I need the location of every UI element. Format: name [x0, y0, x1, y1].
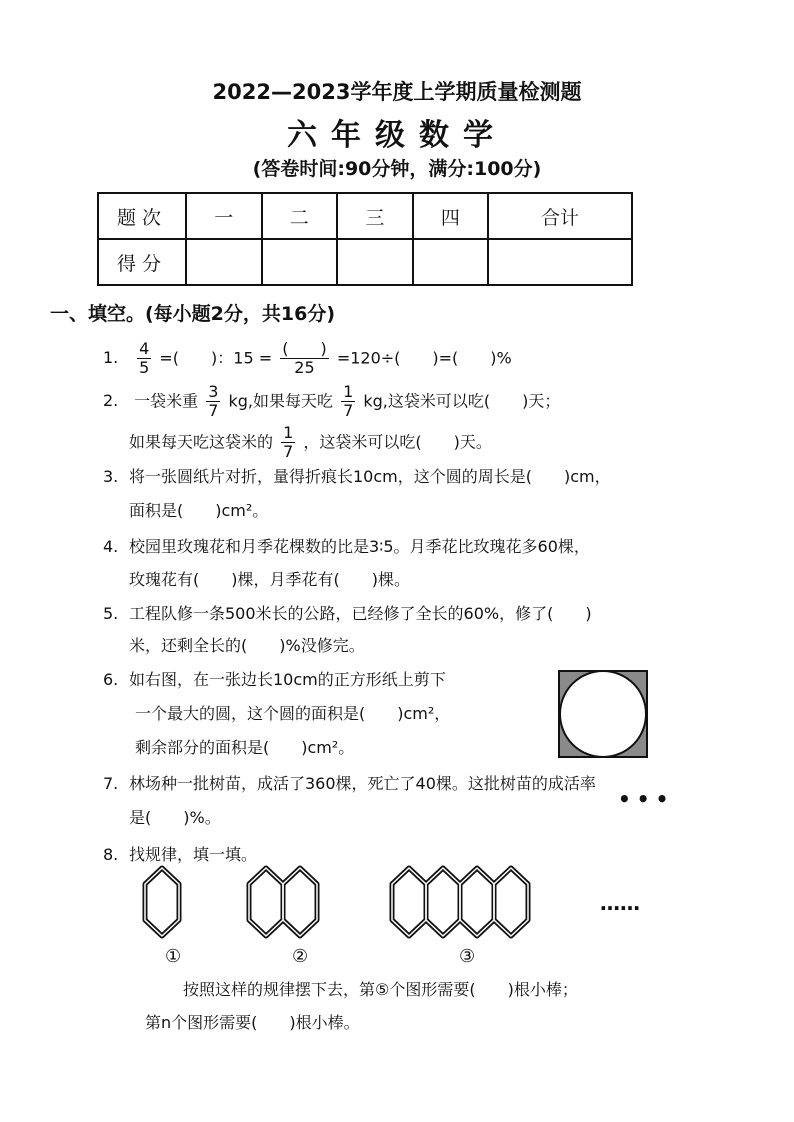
question-text: kg,如果每天吃 [228, 391, 333, 411]
score-input-total[interactable] [488, 239, 632, 285]
question-number: 7. [103, 774, 119, 793]
score-cell-section-2: 二 [262, 193, 338, 239]
question-number: 2. [103, 391, 119, 411]
question-text: 一袋米重 [134, 391, 199, 411]
score-table-score-row [98, 239, 632, 285]
question-6 [103, 670, 446, 690]
question-text: kg,这袋米可以吃( )天； [363, 391, 561, 411]
hexagon-pattern-figure [120, 862, 680, 944]
question-number: 5. [103, 604, 119, 623]
question-text: 找规律，填一填。 [129, 845, 258, 864]
question-number: 6. [103, 670, 119, 689]
fraction: $\frac{3}{7}$ [208, 382, 219, 421]
figure-caption-1: ① [165, 946, 182, 967]
time-note: (答卷时间:90分钟，满分:100分) [252, 158, 542, 180]
question-text: =120÷( )=( )% [336, 348, 512, 368]
question-6-line-3: 剩余部分的面积是( )cm²。 [135, 738, 355, 757]
question-text: 校园里玫瑰花和月季花棵数的比是3∶5。月季花比玫瑰花多60棵， [129, 537, 590, 556]
question-5 [103, 604, 592, 624]
fraction: $\frac{1}{7}$ [343, 382, 354, 421]
square-circle-figure [557, 669, 651, 761]
question-3 [103, 467, 611, 487]
score-row-label: 得分 [98, 239, 186, 285]
score-input-4[interactable] [413, 239, 489, 285]
question-number: 1. [103, 348, 119, 368]
question-5-line-2: 米，还剩全长的( )%没修完。 [129, 636, 365, 655]
score-cell-section-4: 四 [413, 193, 489, 239]
pattern-ellipsis: …… [600, 891, 640, 915]
emphasis-dots: ••• [618, 787, 675, 811]
question-4-line-2: 玫瑰花有( )棵，月季花有( )棵。 [129, 570, 410, 589]
question-8-line-2: 按照这样的规律摆下去，第⑤个图形需要( )根小棒； [183, 980, 578, 999]
question-6-line-2: 一个最大的圆，这个圆的面积是( )cm²， [135, 704, 451, 723]
figure-caption-2: ② [292, 946, 309, 967]
score-table-header-row [98, 193, 632, 239]
question-text: 如果每天吃这袋米的 [129, 432, 274, 452]
fraction: $\frac{1}{7}$ [283, 423, 294, 462]
exam-title: 2022—2023学年度上学期质量检测题 [212, 80, 582, 104]
fraction: $\frac{( )}{25}$ [282, 339, 327, 378]
figure-caption-3: ③ [459, 946, 476, 967]
score-table [97, 192, 633, 286]
score-input-2[interactable] [262, 239, 338, 285]
question-number: 8. [103, 845, 119, 864]
score-input-3[interactable] [337, 239, 413, 285]
question-number: 4. [103, 537, 119, 556]
question-text: 林场种一批树苗，成活了360棵，死亡了40棵。这批树苗的成活率 [129, 774, 596, 793]
question-text: 如右图，在一张边长10cm的正方形纸上剪下 [129, 670, 446, 689]
question-4 [103, 537, 590, 557]
score-input-1[interactable] [186, 239, 262, 285]
question-1 [103, 340, 512, 378]
question-text: ，这袋米可以吃( )天。 [303, 432, 492, 452]
question-text: 将一张圆纸片对折，量得折痕长10cm，这个圆的周长是( )cm， [129, 467, 611, 486]
question-7-line-2: 是( )%。 [129, 808, 221, 827]
score-cell-total: 合计 [488, 193, 632, 239]
question-2 [103, 383, 560, 421]
question-text: =( )：15 = [159, 348, 273, 368]
fraction: $\frac{4}{5}$ [139, 339, 150, 378]
question-number: 3. [103, 467, 119, 486]
question-7 [103, 774, 596, 794]
subject-title: 六年级数学 [287, 118, 507, 153]
question-text: 工程队修一条500米长的公路，已经修了全长的60%，修了( ) [129, 604, 592, 623]
question-8-line-3: 第n个图形需要( )根小棒。 [145, 1013, 360, 1032]
question-3-line-2: 面积是( )cm²。 [129, 501, 269, 520]
score-cell-label: 题次 [98, 193, 186, 239]
question-2-line-2 [129, 424, 492, 462]
section-heading: 一、填空。(每小题2分，共16分) [50, 303, 336, 325]
score-cell-section-1: 一 [186, 193, 262, 239]
score-cell-section-3: 三 [337, 193, 413, 239]
